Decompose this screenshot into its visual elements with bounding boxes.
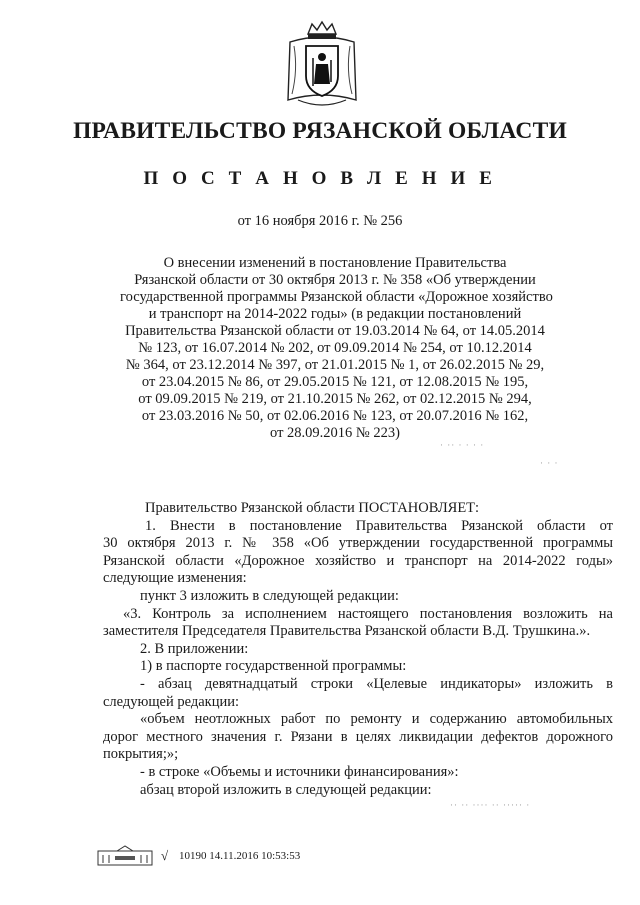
scan-noise: · ·· · · · · [440, 440, 485, 450]
registration-stamp [97, 845, 397, 867]
registry-logo-icon [97, 845, 153, 867]
subject-line: от 23.04.2015 № 86, от 29.05.2015 № 121, от 12.08.2015 № 195, [141, 374, 529, 390]
coat-of-arms-icon [284, 20, 360, 110]
subject-line: Рязанской области от 30 октября 2013 г. № 358 «Об утверждении [134, 272, 536, 288]
body-line: - абзац девятнадцатый строки «Целевые индикаторы» изложить в [140, 675, 613, 692]
subject-line: № 364, от 23.12.2014 № 397, от 21.01.2015 № 1, от 26.02.2015 № 29, [125, 357, 545, 373]
body-line: заместителя Председателя Правительства Рязанской области В.Д. Трушкина.». [103, 623, 591, 640]
document-type: П О С Т А Н О В Л Е Н И Е [143, 168, 497, 189]
subject-line: Правительства Рязанской области от 19.03.2014 № 64, от 14.05.2014 [125, 323, 545, 339]
government-title: ПРАВИТЕЛЬСТВО РЯЗАНСКОЙ ОБЛАСТИ [73, 118, 567, 144]
decree-subject [120, 255, 553, 442]
body-line: 1. Внести в постановление Правительства Рязанской области от [145, 517, 613, 534]
subject-line: № 123, от 16.07.2014 № 202, от 09.09.2014 № 254, от 10.12.2014 [138, 340, 532, 356]
subject-line: от 23.03.2016 № 50, от 02.06.2016 № 123, от 20.07.2016 № 162, [141, 408, 529, 424]
body-line: - в строке «Объемы и источники финансирования»: [140, 763, 459, 780]
body-line: абзац второй изложить в следующей редакции: [140, 781, 432, 798]
subject-line: от 28.09.2016 № 223) [270, 425, 400, 441]
subject-line: от 09.09.2015 № 219, от 21.10.2015 № 262, от 02.12.2015 № 294, [138, 391, 532, 407]
body-line: 2. В приложении: [140, 640, 249, 657]
footer-mark: √ [161, 848, 169, 863]
subject-line: и транспорт на 2014-2022 годы» (в редакции постановлений [148, 306, 522, 322]
body-line: следующие изменения: [103, 570, 247, 587]
scan-noise: ·· ·· ···· ·· ····· · [450, 800, 531, 810]
body-line: 1) в паспорте государственной программы: [140, 658, 407, 675]
body-line: пункт 3 изложить в следующей редакции: [140, 587, 399, 604]
body-line: дорог местного значения г. Рязани в целях ликвидации дефектов дорожного [103, 728, 613, 745]
scan-noise: · · · [540, 458, 559, 468]
decree-body [103, 500, 613, 799]
body-line: «объем неотложных работ по ремонту и содержанию автомобильных [140, 711, 613, 728]
body-line: Рязанской области «Дорожное хозяйство и транспорт на 2014-2022 годы» [103, 552, 613, 569]
body-line: покрытия;»; [103, 746, 179, 763]
subject-line: государственной программы Рязанской области «Дорожное хозяйство [120, 289, 553, 305]
decree-date-number: от 16 ноября 2016 г. № 256 [237, 213, 403, 229]
registration-number-timestamp: 10190 14.11.2016 10:53:53 [179, 850, 301, 862]
body-line: Правительство Рязанской области ПОСТАНОВЛЯЕТ: [145, 500, 480, 516]
body-line: «3. Контроль за исполнением настоящего постановления возложить на [123, 605, 613, 622]
body-line: 30 октября 2013 г. № 358 «Об утверждении государственной программы [103, 535, 613, 552]
body-line: следующей редакции: [103, 693, 240, 710]
subject-line: О внесении изменений в постановление Правительства [163, 255, 507, 271]
